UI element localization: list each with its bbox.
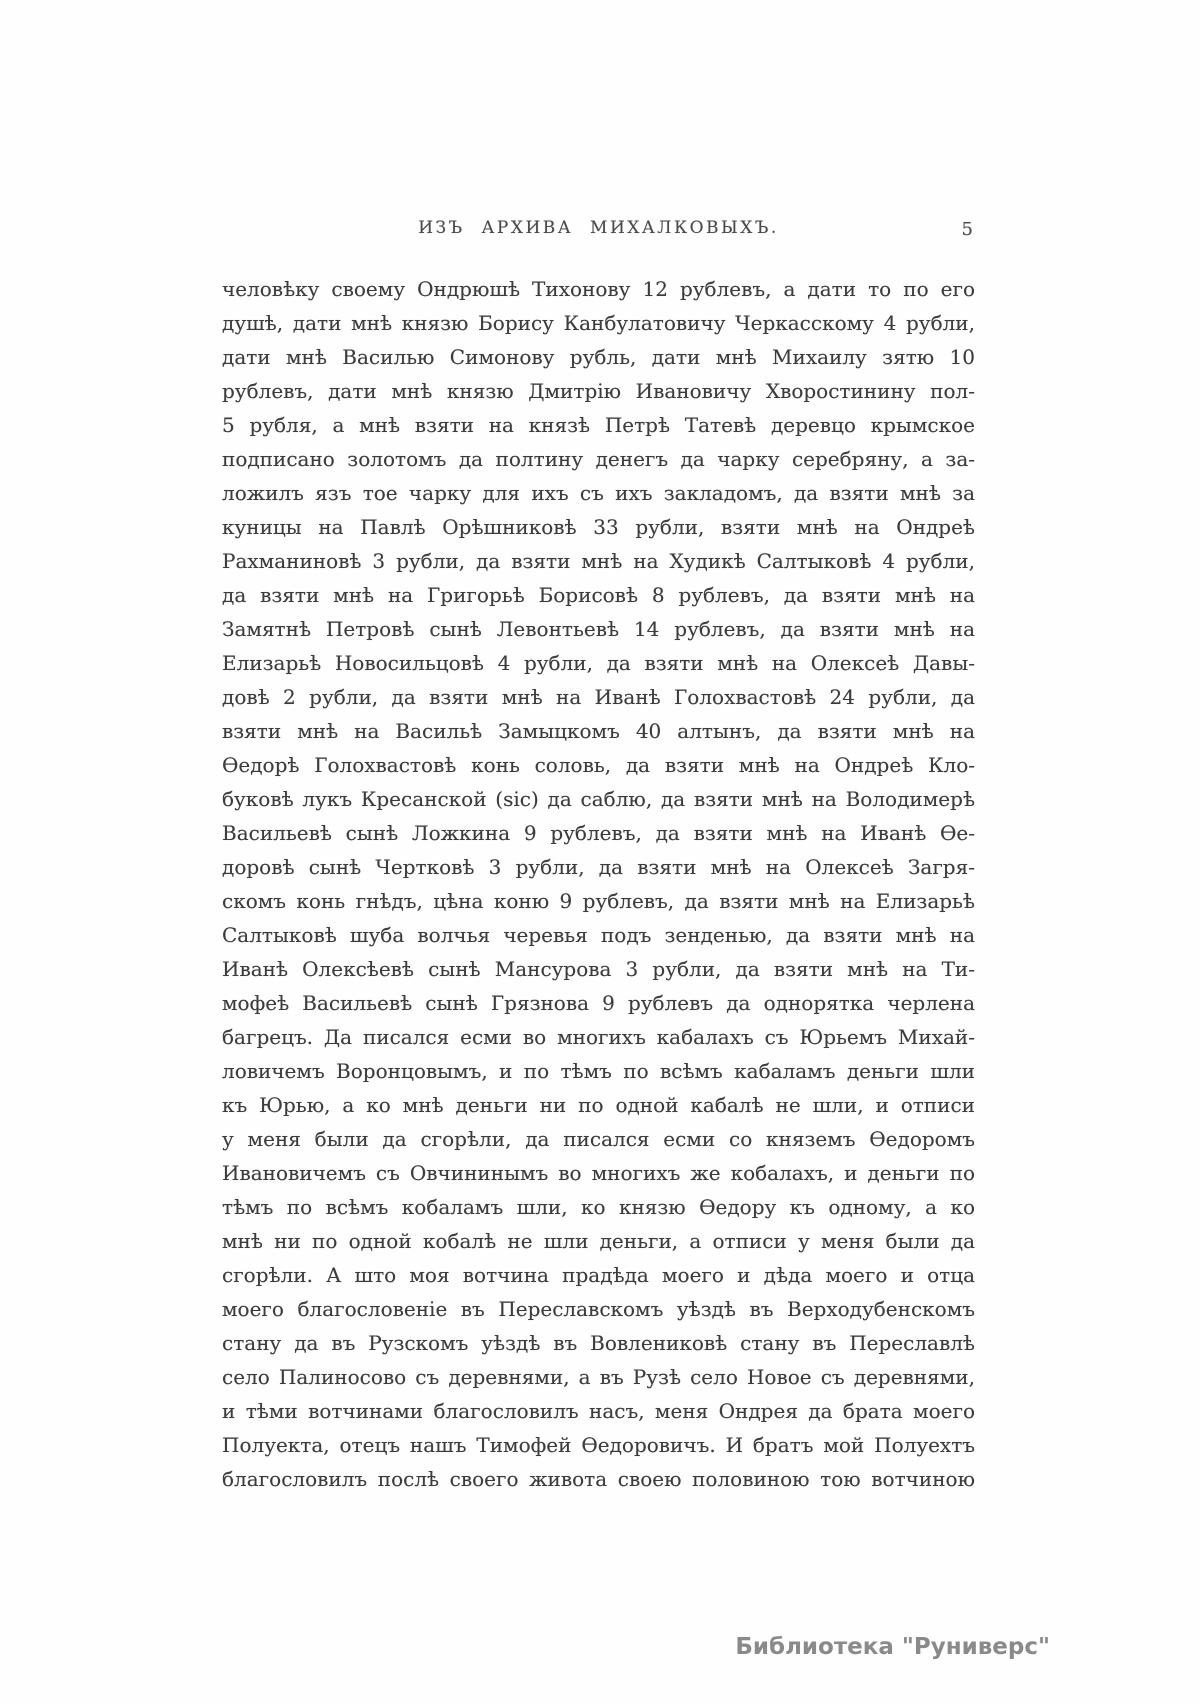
text-line: Васильевѣ сынѣ Ложкина 9 рублевъ, да взяти мнѣ на Иванѣ Ѳе- [222,821,975,845]
text-line: Полуекта, отецъ нашъ Тимофей Ѳедоровичъ. И братъ мой Полуехтъ [222,1433,975,1457]
text-line: довѣ 2 рубли, да взяти мнѣ на Иванѣ Голохвастовѣ 24 рубли, да [222,685,975,709]
text-line: взяти мнѣ на Васильѣ Замыцкомъ 40 алтынъ, да взяти мнѣ на [222,719,975,743]
text-line: Елизарьѣ Новосильцовѣ 4 рубли, да взяти мнѣ на Олексеѣ Давы- [222,651,975,675]
text-line: доровѣ сынѣ Чертковѣ 3 рубли, да взяти мнѣ на Олексеѣ Загря- [222,855,975,879]
text-line: дати мнѣ Василью Симонову рубль, дати мнѣ Михаилу зятю 10 [222,345,975,369]
text-line: Салтыковѣ шуба волчья черевья подъ зенденью, да взяти мнѣ на [222,923,975,947]
text-line: тѣмъ по всѣмъ кобаламъ шли, ко князю Ѳедору къ одному, а ко [222,1195,975,1219]
text-line: Иванѣ Олексѣевѣ сынѣ Мансурова 3 рубли, да взяти мнѣ на Ти- [222,957,975,981]
text-line: моего благословеніе въ Переславскомъ уѣздѣ въ Верходубенскомъ [222,1297,975,1321]
body-text [222,272,975,1496]
text-line: Ивановичемъ съ Овчининымъ во многихъ же кобалахъ, и деньги по [222,1161,975,1185]
running-title: ИЗЪ АРХИВА МИХАЛКОВЫХЪ. [418,218,779,238]
text-line: багрецъ. Да писался есми во многихъ кабалахъ съ Юрьемъ Михай- [222,1025,975,1049]
page-number: 5 [961,219,973,240]
text-line: куницы на Павлѣ Орѣшниковѣ 33 рубли, взяти мнѣ на Ондреѣ [222,515,975,539]
text-line: душѣ, дати мнѣ князю Борису Канбулатовичу Черкасскому 4 рубли, [222,311,975,335]
text-line: благословилъ послѣ своего живота своею половиною тою вотчиною [222,1467,975,1491]
text-line: стану да въ Рузскомъ уѣздѣ въ Вовлениковѣ стану въ Переславлѣ [222,1331,975,1355]
text-line: сгорѣли. А што моя вотчина прадѣда моего и дѣда моего и отца [222,1263,975,1287]
text-line: у меня были да сгорѣли, да писался есми со княземъ Ѳедоромъ [222,1127,975,1151]
page-header [222,218,975,244]
text-line: къ Юрью, а ко мнѣ деньги ни по одной кабалѣ не шли, и отписи [222,1093,975,1117]
text-line: подписано золотомъ да полтину денегъ да чарку серебряну, а за- [222,447,975,471]
text-line: мофеѣ Васильевѣ сынѣ Грязнова 9 рублевъ да однорятка черлена [222,991,975,1015]
text-line: ложилъ язъ тое чарку для ихъ съ ихъ закладомъ, да взяти мнѣ за [222,481,975,505]
text-line: Ѳедорѣ Голохвастовѣ конь соловь, да взяти мнѣ на Ондреѣ Кло- [222,753,975,777]
text-line: буковѣ лукъ Кресанской (sic) да саблю, да взяти мнѣ на Володимерѣ [222,787,975,811]
text-line: скомъ конь гнѣдъ, цѣна коню 9 рублевъ, да взяти мнѣ на Елизарьѣ [222,889,975,913]
text-line: ловичемъ Воронцовымъ, и по тѣмъ по всѣмъ кабаламъ деньги шли [222,1059,975,1083]
text-line: рублевъ, дати мнѣ князю Дмитрію Ивановичу Хворостинину пол- [222,379,975,403]
text-line: Замятнѣ Петровѣ сынѣ Левонтьевѣ 14 рублевъ, да взяти мнѣ на [222,617,975,641]
text-line: село Палиносово съ деревнями, а въ Рузѣ село Новое съ деревнями, [222,1365,975,1389]
text-line: да взяти мнѣ на Григорьѣ Борисовѣ 8 рублевъ, да взяти мнѣ на [222,583,975,607]
text-line: и тѣми вотчинами благословилъ насъ, меня Ондрея да брата моего [222,1399,975,1423]
text-line: Рахманиновѣ 3 рубли, да взяти мнѣ на Худикѣ Салтыковѣ 4 рубли, [222,549,975,573]
text-line: человѣку своему Ондрюшѣ Тихонову 12 рублевъ, а дати то по его [222,277,975,301]
text-line: мнѣ ни по одной кобалѣ не шли деньги, а отписи у меня были да [222,1229,975,1253]
watermark-runivers: Библиотека "Руниверс" [735,1634,1050,1660]
text-line: 5 рубля, а мнѣ взяти на князѣ Петрѣ Татевѣ деревцо крымское [222,413,975,437]
